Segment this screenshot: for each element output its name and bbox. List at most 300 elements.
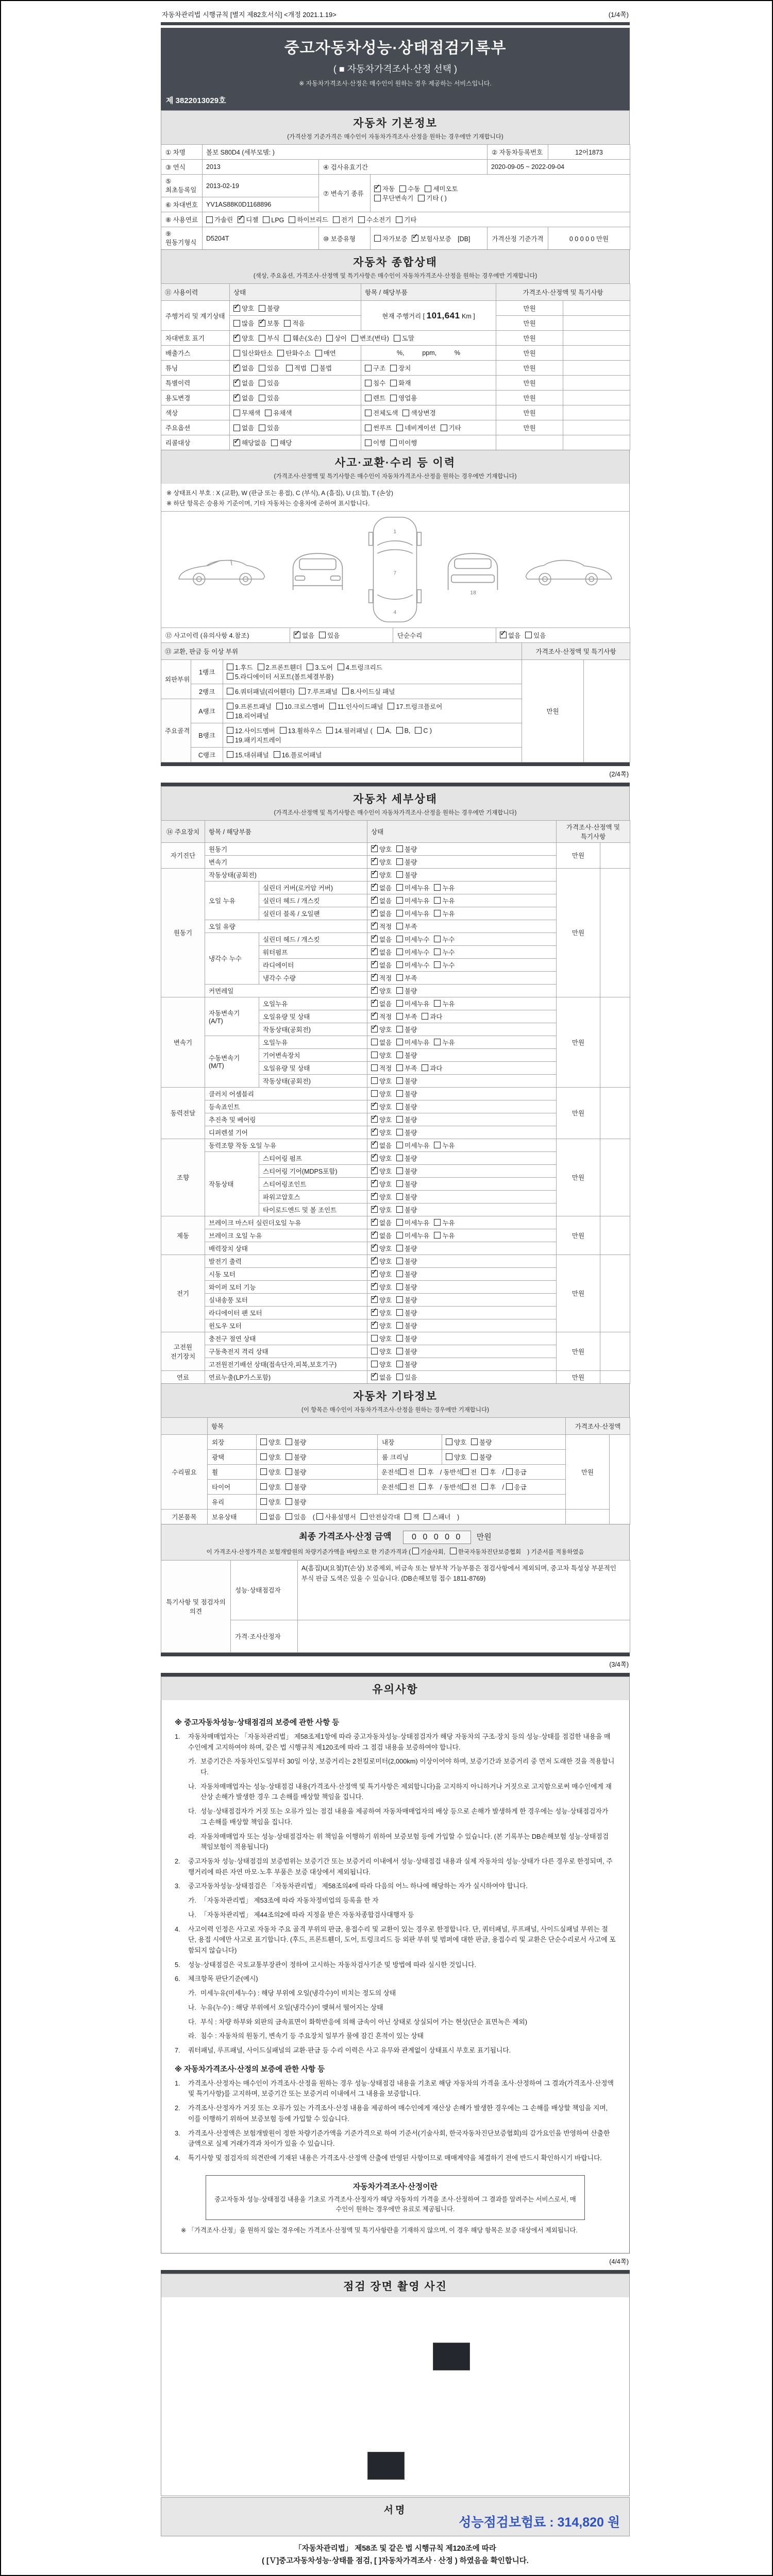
checkbox-option[interactable] bbox=[371, 1308, 392, 1317]
checkbox-option[interactable] bbox=[365, 423, 392, 432]
checkbox-cell[interactable] bbox=[367, 1164, 557, 1177]
checkbox-option[interactable] bbox=[233, 378, 254, 387]
checked-checkbox-icon[interactable] bbox=[371, 1219, 378, 1226]
checkbox-option[interactable] bbox=[371, 896, 392, 905]
unchecked-checkbox-icon[interactable] bbox=[259, 305, 265, 312]
checkbox-option[interactable] bbox=[265, 408, 292, 417]
checkbox-option[interactable] bbox=[285, 1482, 306, 1492]
unchecked-checkbox-icon[interactable] bbox=[396, 1348, 403, 1354]
checkbox-cell[interactable] bbox=[367, 1113, 557, 1126]
checkbox-option[interactable] bbox=[277, 348, 310, 358]
checkbox-option[interactable] bbox=[260, 1497, 281, 1506]
unchecked-checkbox-icon[interactable] bbox=[227, 703, 233, 709]
checkbox-cell[interactable] bbox=[367, 1061, 557, 1074]
unchecked-checkbox-icon[interactable] bbox=[333, 216, 340, 223]
checkbox-option[interactable] bbox=[396, 922, 417, 931]
unchecked-checkbox-icon[interactable] bbox=[371, 1039, 378, 1045]
unchecked-checkbox-icon[interactable] bbox=[285, 1483, 292, 1490]
checkbox-option[interactable] bbox=[419, 1467, 433, 1477]
unchecked-checkbox-icon[interactable] bbox=[371, 1090, 378, 1097]
checkbox-option[interactable] bbox=[396, 1321, 417, 1330]
checkbox-option[interactable] bbox=[371, 1321, 392, 1330]
checked-checkbox-icon[interactable] bbox=[371, 1180, 378, 1187]
checkbox-option[interactable] bbox=[342, 687, 395, 696]
unchecked-checkbox-icon[interactable] bbox=[418, 195, 425, 201]
unchecked-checkbox-icon[interactable] bbox=[233, 410, 240, 416]
checked-checkbox-icon[interactable] bbox=[233, 439, 240, 446]
checkbox-option[interactable] bbox=[371, 1218, 392, 1227]
checkbox-cell[interactable] bbox=[367, 1255, 557, 1267]
unchecked-checkbox-icon[interactable] bbox=[227, 727, 233, 734]
checkbox-option[interactable] bbox=[422, 1063, 442, 1073]
checkbox-option[interactable] bbox=[371, 935, 392, 944]
checkbox-option[interactable] bbox=[285, 1467, 306, 1477]
checkbox-option[interactable] bbox=[371, 1295, 392, 1304]
unchecked-checkbox-icon[interactable] bbox=[285, 1498, 292, 1505]
checkbox-option[interactable] bbox=[419, 1482, 433, 1492]
unchecked-checkbox-icon[interactable] bbox=[396, 1296, 403, 1303]
unchecked-checkbox-icon[interactable] bbox=[233, 320, 240, 327]
checkbox-option[interactable] bbox=[396, 986, 417, 995]
unchecked-checkbox-icon[interactable] bbox=[441, 425, 447, 431]
unchecked-checkbox-icon[interactable] bbox=[259, 380, 265, 386]
checkbox-cell[interactable] bbox=[230, 301, 361, 316]
unchecked-checkbox-icon[interactable] bbox=[227, 673, 233, 680]
unchecked-checkbox-icon[interactable] bbox=[227, 751, 233, 758]
unchecked-checkbox-icon[interactable] bbox=[371, 1052, 378, 1058]
unchecked-checkbox-icon[interactable] bbox=[471, 1438, 478, 1445]
checkbox-option[interactable] bbox=[390, 393, 417, 402]
checkbox-option[interactable] bbox=[446, 1437, 466, 1447]
unchecked-checkbox-icon[interactable] bbox=[434, 961, 441, 968]
unchecked-checkbox-icon[interactable] bbox=[260, 1468, 267, 1475]
checkbox-option[interactable] bbox=[371, 1089, 392, 1098]
checkbox-option[interactable] bbox=[371, 1244, 392, 1253]
unchecked-checkbox-icon[interactable] bbox=[434, 948, 441, 955]
unchecked-checkbox-icon[interactable] bbox=[424, 1513, 430, 1520]
unchecked-checkbox-icon[interactable] bbox=[259, 365, 265, 371]
unchecked-checkbox-icon[interactable] bbox=[450, 1548, 457, 1554]
checked-checkbox-icon[interactable] bbox=[371, 948, 378, 955]
unchecked-checkbox-icon[interactable] bbox=[396, 910, 403, 917]
checkbox-option[interactable] bbox=[405, 1512, 419, 1521]
unchecked-checkbox-icon[interactable] bbox=[396, 1245, 403, 1251]
checkbox-option[interactable] bbox=[396, 1089, 417, 1098]
checkbox-option[interactable] bbox=[233, 363, 254, 372]
checkbox-option[interactable] bbox=[289, 215, 328, 224]
checkbox-cell[interactable] bbox=[230, 405, 361, 420]
unchecked-checkbox-icon[interactable] bbox=[260, 1513, 267, 1520]
checkbox-option[interactable] bbox=[259, 393, 279, 402]
fuel-options[interactable] bbox=[203, 212, 630, 227]
checkbox-option[interactable] bbox=[396, 1166, 417, 1176]
checkbox-cell[interactable] bbox=[230, 346, 361, 361]
checkbox-cell[interactable] bbox=[230, 331, 496, 346]
unchecked-checkbox-icon[interactable] bbox=[396, 845, 403, 852]
checkbox-cell[interactable] bbox=[361, 435, 496, 450]
checkbox-cell[interactable] bbox=[367, 842, 557, 855]
checkbox-option[interactable] bbox=[227, 711, 269, 720]
checked-checkbox-icon[interactable] bbox=[374, 185, 381, 192]
unchecked-checkbox-icon[interactable] bbox=[396, 1193, 403, 1200]
checkbox-cell[interactable] bbox=[361, 420, 496, 435]
checkbox-option[interactable] bbox=[434, 999, 455, 1008]
checkbox-cell[interactable] bbox=[367, 920, 557, 933]
checkbox-option[interactable] bbox=[233, 438, 266, 447]
checkbox-option[interactable] bbox=[371, 870, 392, 879]
unchecked-checkbox-icon[interactable] bbox=[233, 425, 240, 431]
checkbox-option[interactable] bbox=[396, 896, 429, 905]
checkbox-option[interactable] bbox=[351, 333, 389, 343]
checkbox-option[interactable] bbox=[434, 1141, 455, 1150]
unchecked-checkbox-icon[interactable] bbox=[285, 1453, 292, 1460]
checked-checkbox-icon[interactable] bbox=[371, 1103, 378, 1110]
unchecked-checkbox-icon[interactable] bbox=[396, 1283, 403, 1290]
checkbox-option[interactable] bbox=[326, 726, 372, 735]
checkbox-option[interactable] bbox=[374, 234, 407, 243]
checkbox-option[interactable] bbox=[434, 1231, 455, 1240]
checkbox-option[interactable] bbox=[396, 1334, 417, 1343]
checkbox-cell[interactable] bbox=[367, 1370, 557, 1383]
checkbox-option[interactable] bbox=[274, 750, 322, 759]
checkbox-cell[interactable] bbox=[367, 1319, 557, 1332]
unchecked-checkbox-icon[interactable] bbox=[434, 1142, 441, 1148]
checkbox-option[interactable] bbox=[371, 1231, 392, 1240]
checkbox-option[interactable] bbox=[371, 1154, 392, 1163]
checkbox-cell[interactable] bbox=[367, 868, 557, 881]
checkbox-option[interactable] bbox=[396, 1102, 417, 1111]
checked-checkbox-icon[interactable] bbox=[294, 632, 300, 638]
checkbox-option[interactable] bbox=[371, 1038, 392, 1047]
checkbox-option[interactable] bbox=[260, 1482, 281, 1492]
unchecked-checkbox-icon[interactable] bbox=[396, 1309, 403, 1316]
checkbox-option[interactable] bbox=[365, 408, 398, 417]
unchecked-checkbox-icon[interactable] bbox=[415, 727, 422, 734]
checkbox-cell[interactable] bbox=[230, 316, 361, 331]
checked-checkbox-icon[interactable] bbox=[371, 1155, 378, 1161]
checkbox-option[interactable] bbox=[371, 1166, 392, 1176]
unchecked-checkbox-icon[interactable] bbox=[446, 1438, 452, 1445]
checked-checkbox-icon[interactable] bbox=[371, 897, 378, 904]
checkbox-option[interactable] bbox=[206, 215, 233, 224]
checkbox-option[interactable] bbox=[260, 1437, 281, 1447]
checkbox-option[interactable] bbox=[371, 1360, 392, 1369]
checkbox-option[interactable] bbox=[396, 1154, 417, 1163]
checkbox-option[interactable] bbox=[227, 702, 272, 711]
checkbox-option[interactable] bbox=[434, 896, 455, 905]
unchecked-checkbox-icon[interactable] bbox=[286, 365, 293, 371]
unchecked-checkbox-icon[interactable] bbox=[394, 335, 400, 342]
checkbox-option[interactable] bbox=[233, 408, 260, 417]
checkbox-option[interactable] bbox=[396, 1372, 417, 1382]
checkbox-option[interactable] bbox=[361, 1512, 400, 1521]
checkbox-option[interactable] bbox=[233, 303, 254, 313]
checkbox-option[interactable] bbox=[400, 1482, 414, 1492]
checkbox-option[interactable] bbox=[396, 973, 417, 982]
checkbox-option[interactable] bbox=[374, 193, 413, 202]
unchecked-checkbox-icon[interactable] bbox=[338, 664, 344, 670]
checkbox-cell[interactable] bbox=[257, 1494, 566, 1509]
checkbox-option[interactable] bbox=[371, 1269, 392, 1279]
unchecked-checkbox-icon[interactable] bbox=[315, 350, 322, 357]
unchecked-checkbox-icon[interactable] bbox=[280, 727, 287, 734]
checkbox-cell[interactable] bbox=[367, 894, 557, 907]
checkbox-option[interactable] bbox=[396, 1128, 417, 1137]
checkbox-option[interactable] bbox=[371, 1128, 392, 1137]
checked-checkbox-icon[interactable] bbox=[500, 632, 507, 638]
checkbox-option[interactable] bbox=[396, 1295, 417, 1304]
checkbox-cell[interactable] bbox=[378, 1464, 566, 1479]
checkbox-option[interactable] bbox=[394, 333, 414, 343]
unchecked-checkbox-icon[interactable] bbox=[396, 1052, 403, 1058]
unchecked-checkbox-icon[interactable] bbox=[396, 1090, 403, 1097]
unchecked-checkbox-icon[interactable] bbox=[396, 948, 403, 955]
unchecked-checkbox-icon[interactable] bbox=[396, 1322, 403, 1329]
checkbox-cell[interactable] bbox=[257, 1509, 566, 1524]
checkbox-option[interactable] bbox=[415, 727, 432, 735]
checkbox-option[interactable] bbox=[371, 1063, 392, 1073]
unchecked-checkbox-icon[interactable] bbox=[400, 1468, 407, 1475]
checkbox-cell[interactable] bbox=[367, 1023, 557, 1036]
checkbox-cell[interactable] bbox=[367, 1010, 557, 1023]
unchecked-checkbox-icon[interactable] bbox=[377, 727, 384, 734]
unchecked-checkbox-icon[interactable] bbox=[284, 335, 291, 342]
checkbox-option[interactable] bbox=[418, 193, 446, 202]
checkbox-option[interactable] bbox=[259, 303, 279, 313]
checkbox-option[interactable] bbox=[396, 909, 429, 918]
checkbox-option[interactable] bbox=[396, 1115, 417, 1124]
checkbox-cell[interactable] bbox=[223, 699, 522, 723]
checkbox-cell[interactable] bbox=[257, 1449, 378, 1464]
checkbox-option[interactable] bbox=[399, 184, 420, 193]
checkbox-option[interactable] bbox=[396, 857, 417, 867]
unchecked-checkbox-icon[interactable] bbox=[307, 664, 313, 670]
checked-checkbox-icon[interactable] bbox=[371, 1193, 378, 1200]
checked-checkbox-icon[interactable] bbox=[371, 910, 378, 917]
checkbox-cell[interactable] bbox=[367, 1203, 557, 1216]
checkbox-option[interactable] bbox=[396, 1192, 417, 1201]
checkbox-option[interactable] bbox=[371, 922, 392, 931]
checkbox-option[interactable] bbox=[259, 423, 279, 432]
unchecked-checkbox-icon[interactable] bbox=[525, 632, 532, 638]
checkbox-option[interactable] bbox=[396, 1063, 417, 1073]
unchecked-checkbox-icon[interactable] bbox=[396, 1167, 403, 1174]
checked-checkbox-icon[interactable] bbox=[371, 1245, 378, 1251]
unchecked-checkbox-icon[interactable] bbox=[299, 688, 306, 694]
checkbox-cell[interactable] bbox=[367, 1139, 557, 1151]
checkbox-option[interactable] bbox=[396, 1205, 417, 1214]
unchecked-checkbox-icon[interactable] bbox=[396, 216, 402, 223]
unchecked-checkbox-icon[interactable] bbox=[285, 1438, 292, 1445]
unchecked-checkbox-icon[interactable] bbox=[396, 1270, 403, 1277]
unchecked-checkbox-icon[interactable] bbox=[396, 1335, 403, 1342]
checkbox-option[interactable] bbox=[424, 1512, 450, 1521]
checked-checkbox-icon[interactable] bbox=[371, 1296, 378, 1303]
checked-checkbox-icon[interactable] bbox=[371, 1258, 378, 1264]
checkbox-option[interactable] bbox=[233, 333, 254, 343]
checkbox-option[interactable] bbox=[441, 423, 461, 432]
checkbox-option[interactable] bbox=[233, 348, 273, 358]
unchecked-checkbox-icon[interactable] bbox=[374, 195, 381, 201]
unchecked-checkbox-icon[interactable] bbox=[396, 1155, 403, 1161]
unchecked-checkbox-icon[interactable] bbox=[396, 727, 403, 734]
unchecked-checkbox-icon[interactable] bbox=[365, 425, 372, 431]
unchecked-checkbox-icon[interactable] bbox=[265, 410, 272, 416]
unchecked-checkbox-icon[interactable] bbox=[274, 751, 280, 758]
checked-checkbox-icon[interactable] bbox=[371, 1000, 378, 1007]
checkbox-option[interactable] bbox=[434, 1218, 455, 1227]
checkbox-cell[interactable] bbox=[367, 1151, 557, 1164]
checkbox-option[interactable] bbox=[371, 1192, 392, 1201]
checkbox-option[interactable] bbox=[285, 1437, 306, 1447]
unchecked-checkbox-icon[interactable] bbox=[396, 1219, 403, 1226]
unchecked-checkbox-icon[interactable] bbox=[434, 1039, 441, 1045]
checked-checkbox-icon[interactable] bbox=[259, 320, 265, 327]
unchecked-checkbox-icon[interactable] bbox=[506, 1468, 513, 1475]
unchecked-checkbox-icon[interactable] bbox=[326, 727, 333, 734]
checkbox-cell[interactable] bbox=[230, 361, 361, 376]
checkbox-option[interactable] bbox=[371, 947, 392, 957]
checkbox-option[interactable] bbox=[371, 1012, 392, 1021]
warranty-options[interactable] bbox=[371, 227, 488, 250]
checkbox-option[interactable] bbox=[390, 378, 411, 387]
unchecked-checkbox-icon[interactable] bbox=[396, 1000, 403, 1007]
checkbox-option[interactable] bbox=[371, 1179, 392, 1189]
checkbox-cell[interactable] bbox=[367, 1242, 557, 1255]
checkbox-option[interactable] bbox=[329, 702, 383, 711]
unchecked-checkbox-icon[interactable] bbox=[396, 1064, 403, 1071]
unchecked-checkbox-icon[interactable] bbox=[396, 961, 403, 968]
checkbox-option[interactable] bbox=[260, 1512, 281, 1521]
unchecked-checkbox-icon[interactable] bbox=[365, 439, 372, 446]
checkbox-option[interactable] bbox=[227, 687, 294, 696]
checkbox-option[interactable] bbox=[371, 1347, 392, 1356]
unchecked-checkbox-icon[interactable] bbox=[342, 688, 349, 694]
unchecked-checkbox-icon[interactable] bbox=[396, 897, 403, 904]
checkbox-option[interactable] bbox=[396, 1360, 417, 1369]
unchecked-checkbox-icon[interactable] bbox=[471, 1453, 478, 1460]
unchecked-checkbox-icon[interactable] bbox=[390, 380, 397, 386]
checkbox-option[interactable] bbox=[396, 883, 429, 892]
checkbox-option[interactable] bbox=[371, 986, 392, 995]
checkbox-option[interactable] bbox=[280, 726, 322, 735]
unchecked-checkbox-icon[interactable] bbox=[396, 858, 403, 865]
checkbox-option[interactable] bbox=[396, 960, 429, 970]
unchecked-checkbox-icon[interactable] bbox=[390, 439, 397, 446]
checkbox-option[interactable] bbox=[338, 663, 382, 672]
checked-checkbox-icon[interactable] bbox=[371, 1322, 378, 1329]
checkbox-option[interactable] bbox=[259, 363, 279, 372]
unchecked-checkbox-icon[interactable] bbox=[434, 897, 441, 904]
unchecked-checkbox-icon[interactable] bbox=[462, 1483, 469, 1490]
checked-checkbox-icon[interactable] bbox=[371, 1116, 378, 1123]
unchecked-checkbox-icon[interactable] bbox=[259, 335, 265, 342]
checkbox-option[interactable] bbox=[371, 857, 392, 867]
unchecked-checkbox-icon[interactable] bbox=[329, 703, 336, 709]
checkbox-option[interactable] bbox=[396, 423, 435, 432]
unchecked-checkbox-icon[interactable] bbox=[361, 1513, 367, 1520]
checkbox-cell[interactable] bbox=[367, 1229, 557, 1242]
accident-history-options[interactable] bbox=[290, 628, 393, 642]
checkbox-option[interactable] bbox=[374, 184, 395, 193]
checkbox-option[interactable] bbox=[284, 318, 305, 328]
checkbox-option[interactable] bbox=[285, 1512, 306, 1521]
unchecked-checkbox-icon[interactable] bbox=[319, 632, 326, 638]
checked-checkbox-icon[interactable] bbox=[371, 923, 378, 929]
checked-checkbox-icon[interactable] bbox=[233, 395, 240, 401]
checkbox-option[interactable] bbox=[388, 702, 442, 711]
checkbox-option[interactable] bbox=[371, 1257, 392, 1266]
unchecked-checkbox-icon[interactable] bbox=[259, 425, 265, 431]
checkbox-cell[interactable] bbox=[367, 1332, 557, 1345]
checked-checkbox-icon[interactable] bbox=[371, 987, 378, 994]
checkbox-option[interactable] bbox=[285, 1452, 306, 1462]
checkbox-option[interactable] bbox=[471, 1437, 492, 1447]
checkbox-option[interactable] bbox=[396, 1038, 429, 1047]
checkbox-option[interactable] bbox=[434, 960, 455, 970]
unchecked-checkbox-icon[interactable] bbox=[434, 884, 441, 891]
checkbox-option[interactable] bbox=[412, 1548, 445, 1556]
checkbox-option[interactable] bbox=[396, 1179, 417, 1189]
checkbox-option[interactable] bbox=[396, 1308, 417, 1317]
checkbox-option[interactable] bbox=[371, 1141, 392, 1150]
checked-checkbox-icon[interactable] bbox=[371, 1232, 378, 1239]
checked-checkbox-icon[interactable] bbox=[233, 335, 240, 342]
unchecked-checkbox-icon[interactable] bbox=[396, 1258, 403, 1264]
unchecked-checkbox-icon[interactable] bbox=[365, 380, 372, 386]
unchecked-checkbox-icon[interactable] bbox=[402, 410, 409, 416]
checkbox-option[interactable] bbox=[227, 672, 333, 681]
checkbox-cell[interactable] bbox=[223, 659, 522, 684]
checkbox-option[interactable] bbox=[227, 663, 253, 672]
checkbox-option[interactable] bbox=[481, 1467, 496, 1477]
unchecked-checkbox-icon[interactable] bbox=[396, 1142, 403, 1148]
checkbox-option[interactable] bbox=[365, 378, 385, 387]
checkbox-option[interactable] bbox=[284, 333, 322, 343]
checkbox-cell[interactable] bbox=[367, 933, 557, 945]
checkbox-option[interactable] bbox=[434, 1038, 455, 1047]
checkbox-cell[interactable] bbox=[257, 1434, 378, 1449]
checkbox-cell[interactable] bbox=[367, 1280, 557, 1293]
unchecked-checkbox-icon[interactable] bbox=[371, 1348, 378, 1354]
checked-checkbox-icon[interactable] bbox=[371, 1270, 378, 1277]
checked-checkbox-icon[interactable] bbox=[371, 1013, 378, 1020]
unchecked-checkbox-icon[interactable] bbox=[227, 688, 233, 694]
checkbox-option[interactable] bbox=[371, 1025, 392, 1034]
unchecked-checkbox-icon[interactable] bbox=[396, 987, 403, 994]
unchecked-checkbox-icon[interactable] bbox=[396, 884, 403, 891]
checkbox-cell[interactable] bbox=[361, 405, 496, 420]
checkbox-option[interactable] bbox=[525, 631, 546, 640]
checkbox-cell[interactable] bbox=[230, 420, 361, 435]
checkbox-option[interactable] bbox=[299, 687, 338, 696]
unchecked-checkbox-icon[interactable] bbox=[233, 350, 240, 357]
checkbox-option[interactable] bbox=[500, 631, 520, 640]
checkbox-option[interactable] bbox=[396, 1347, 417, 1356]
checkbox-cell[interactable] bbox=[367, 945, 557, 958]
checkbox-option[interactable] bbox=[263, 216, 284, 224]
checkbox-option[interactable] bbox=[286, 363, 307, 372]
checkbox-option[interactable] bbox=[365, 438, 385, 447]
checkbox-option[interactable] bbox=[396, 935, 429, 944]
unchecked-checkbox-icon[interactable] bbox=[390, 395, 397, 401]
unchecked-checkbox-icon[interactable] bbox=[396, 1206, 403, 1213]
unchecked-checkbox-icon[interactable] bbox=[365, 410, 372, 416]
checkbox-cell[interactable] bbox=[230, 376, 361, 391]
checkbox-option[interactable] bbox=[396, 1269, 417, 1279]
checkbox-cell[interactable] bbox=[230, 391, 361, 405]
unchecked-checkbox-icon[interactable] bbox=[365, 395, 372, 401]
